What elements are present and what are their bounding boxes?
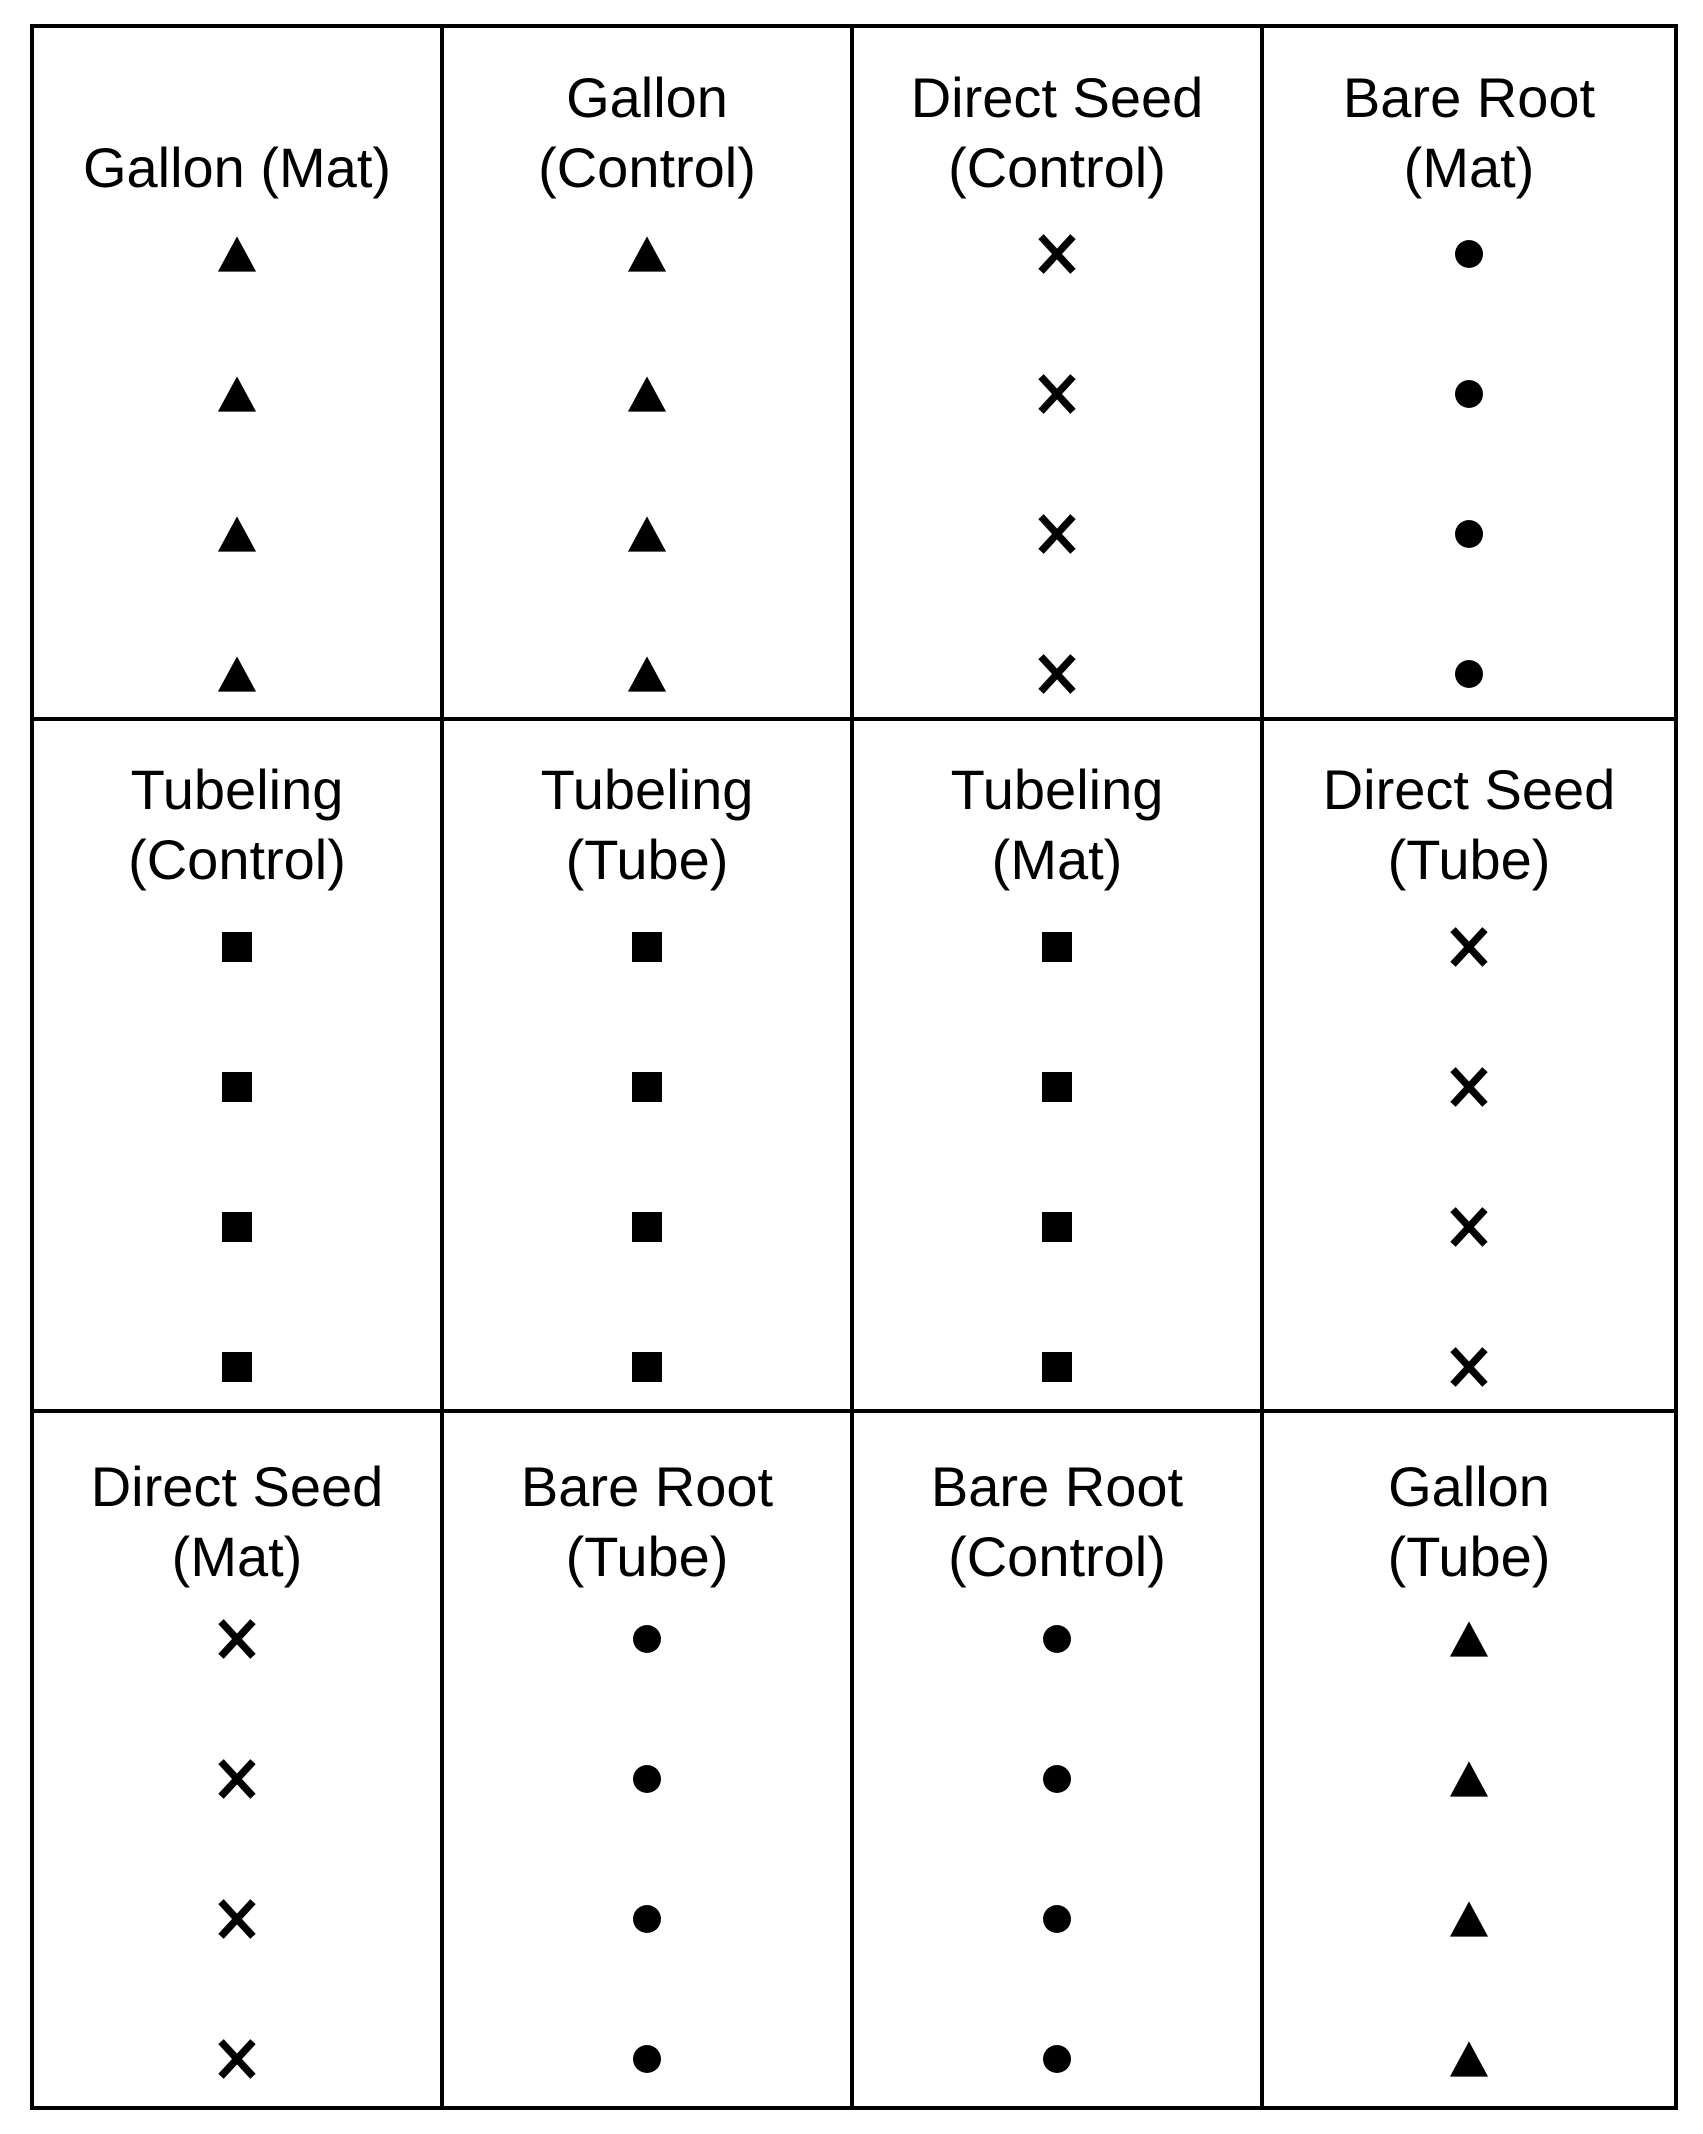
treatment-label — [444, 1452, 850, 1592]
circle-icon — [617, 1749, 677, 1809]
circle-icon — [617, 2029, 677, 2089]
treatment-label-line: Bare Root — [520, 1455, 774, 1518]
triangle-icon — [1439, 2029, 1499, 2089]
treatment-label — [854, 1452, 1260, 1592]
circle-icon — [1439, 644, 1499, 704]
circle-icon — [1439, 504, 1499, 564]
treatment-label-line: Gallon (Mat) — [82, 135, 392, 199]
x-icon — [1027, 364, 1087, 424]
triangle-icon — [1439, 1889, 1499, 1949]
treatment-cell — [854, 28, 1264, 721]
treatment-label-line: Bare Root — [1342, 65, 1596, 129]
treatment-label-line: Tubeling — [950, 758, 1164, 822]
triangle-icon — [1439, 1749, 1499, 1809]
treatment-label — [444, 63, 850, 203]
triangle-icon — [617, 364, 677, 424]
circle-icon — [617, 1609, 677, 1669]
circle-icon — [1027, 2029, 1087, 2089]
x-icon — [1439, 1337, 1499, 1397]
triangle-icon — [617, 644, 677, 704]
marker-column — [444, 917, 850, 1397]
treatment-label-line: Bare Root — [930, 1455, 1184, 1518]
marker-column — [34, 1609, 440, 2089]
x-icon — [1027, 224, 1087, 284]
treatment-label — [854, 63, 1260, 203]
treatment-label-line: (Mat) — [1403, 135, 1535, 199]
square-icon — [1027, 1057, 1087, 1117]
circle-icon — [1027, 1889, 1087, 1949]
marker-column — [444, 1609, 850, 2089]
square-icon — [1027, 1197, 1087, 1257]
x-icon — [1027, 504, 1087, 564]
treatment-cell — [1264, 1413, 1674, 2106]
treatment-cell — [1264, 721, 1674, 1414]
treatment-label-line: (Tube) — [1387, 828, 1551, 892]
treatment-label — [444, 755, 850, 895]
treatment-label — [34, 133, 440, 203]
marker-column — [1264, 1609, 1674, 2089]
marker-column — [854, 224, 1260, 704]
square-icon — [617, 1337, 677, 1397]
x-icon — [207, 1609, 267, 1669]
treatment-label-line: Tubeling — [540, 758, 754, 822]
treatment-label-line: (Tube) — [565, 828, 729, 892]
treatment-label — [1264, 63, 1674, 203]
treatment-label — [854, 755, 1260, 895]
treatment-cell — [444, 28, 854, 721]
circle-icon — [1439, 364, 1499, 424]
triangle-icon — [207, 224, 267, 284]
triangle-icon — [207, 644, 267, 704]
circle-icon — [1027, 1609, 1087, 1669]
square-icon — [207, 1057, 267, 1117]
treatment-label-line: Direct Seed — [910, 65, 1204, 129]
treatment-cell — [34, 28, 444, 721]
treatment-label-line: (Control) — [948, 1525, 1166, 1588]
treatment-label — [1264, 755, 1674, 895]
square-icon — [617, 1197, 677, 1257]
square-icon — [1027, 1337, 1087, 1397]
treatment-cell — [444, 721, 854, 1414]
treatment-label-line: (Tube) — [565, 1525, 729, 1588]
treatment-cell — [854, 721, 1264, 1414]
circle-icon — [1027, 1749, 1087, 1809]
treatment-label-line: Direct Seed — [90, 1455, 384, 1518]
treatment-label-line: Gallon — [1388, 1455, 1550, 1518]
treatment-label — [1264, 1452, 1674, 1592]
triangle-icon — [207, 504, 267, 564]
marker-column — [1264, 917, 1674, 1397]
x-icon — [1439, 1057, 1499, 1117]
triangle-icon — [1439, 1609, 1499, 1669]
x-icon — [1027, 644, 1087, 704]
planting-layout-grid — [30, 24, 1678, 2110]
marker-column — [444, 224, 850, 704]
treatment-label-line: (Control) — [948, 135, 1166, 199]
treatment-cell — [34, 1413, 444, 2106]
triangle-icon — [617, 504, 677, 564]
treatment-label — [34, 755, 440, 895]
x-icon — [1439, 917, 1499, 977]
square-icon — [617, 1057, 677, 1117]
marker-column — [34, 224, 440, 704]
treatment-label-line: Direct Seed — [1322, 758, 1616, 822]
treatment-cell — [444, 1413, 854, 2106]
circle-icon — [1439, 224, 1499, 284]
square-icon — [1027, 917, 1087, 977]
marker-column — [34, 917, 440, 1397]
x-icon — [207, 2029, 267, 2089]
triangle-icon — [617, 224, 677, 284]
x-icon — [1439, 1197, 1499, 1257]
square-icon — [207, 1197, 267, 1257]
marker-column — [854, 917, 1260, 1397]
treatment-label-line: (Control) — [128, 828, 346, 892]
treatment-label — [34, 1452, 440, 1592]
marker-column — [1264, 224, 1674, 704]
treatment-label-line: Gallon — [566, 65, 728, 129]
x-icon — [207, 1749, 267, 1809]
treatment-label-line: Tubeling — [130, 758, 344, 822]
treatment-label-line: (Tube) — [1387, 1525, 1551, 1588]
treatment-label-line: (Mat) — [991, 828, 1123, 892]
treatment-label-line: (Mat) — [171, 1525, 303, 1588]
circle-icon — [617, 1889, 677, 1949]
x-icon — [207, 1889, 267, 1949]
marker-column — [854, 1609, 1260, 2089]
square-icon — [207, 917, 267, 977]
treatment-cell — [854, 1413, 1264, 2106]
square-icon — [617, 917, 677, 977]
treatment-cell — [1264, 28, 1674, 721]
square-icon — [207, 1337, 267, 1397]
treatment-cell — [34, 721, 444, 1414]
treatment-label-line: (Control) — [538, 135, 756, 199]
triangle-icon — [207, 364, 267, 424]
